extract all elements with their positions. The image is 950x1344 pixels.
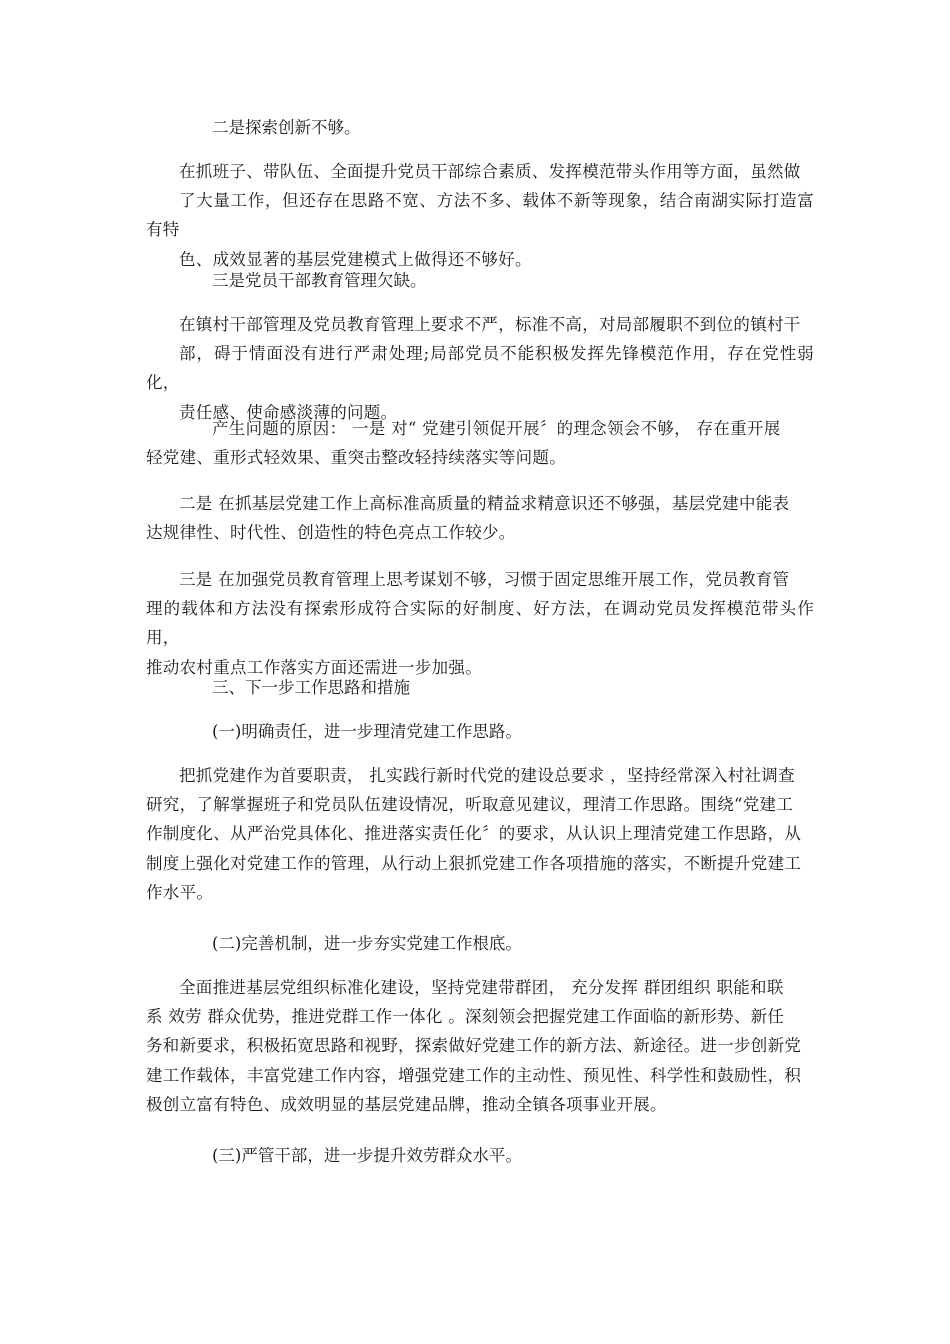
paragraph-innovation xyxy=(146,157,814,274)
text-line: 在抓班子、带队伍、全面提升党员干部综合素质、发挥模范带头作用等方面，虽然做 xyxy=(179,162,801,181)
paragraph-causes xyxy=(146,414,814,472)
paragraph-mechanism xyxy=(146,973,814,1119)
paragraph-responsibility xyxy=(146,761,814,907)
text-line: 作水平。 xyxy=(146,882,214,902)
text-line: 把抓党建作为首要职责， 扎实践行新时代党的建设总要求 ，坚持经常深入村社调查 xyxy=(179,766,795,785)
paragraph-cause-two xyxy=(146,489,814,547)
text-line: 研究，了解掌握班子和党员队伍建设情况，听取意见建议，理清工作思路。围绕“党建工 xyxy=(146,795,794,815)
text-line: 色、成效显著的基层党建模式上做得还不够好。 xyxy=(179,249,532,269)
text-line: 三是 在加强党员教育管理上思考谋划不够，习惯于固定思维开展工作，党员教育管 xyxy=(179,570,790,589)
subheading-mechanism: (二)完善机制，进一步夯实党建工作根底。 xyxy=(212,934,522,953)
text-line: 推动农村重点工作落实方面还需进一步加强。 xyxy=(146,657,482,677)
text-line: 达规律性、时代性、创造性的特色亮点工作较少。 xyxy=(146,523,516,543)
section-heading-next-steps: 三、下一步工作思路和措施 xyxy=(212,678,410,697)
subheading-responsibility: (一)明确责任，进一步理清党建工作思路。 xyxy=(212,722,522,741)
text-line: 建工作载体，丰富党建工作内容，增强党建工作的主动性、预见性、科学性和鼓励性，积 xyxy=(146,1065,802,1085)
text-line: 在镇村干部管理及党员教育管理上要求不严，标准不高，对局部履职不到位的镇村干 xyxy=(179,315,801,334)
text-line: 二是 在抓基层党建工作上高标准高质量的精益求精意识还不够强，基层党建中能表 xyxy=(179,494,790,513)
text-line: 全面推进基层党组织标准化建设，坚持党建带群团， 充分发挥 群团组织 职能和联 xyxy=(179,978,784,997)
text-line: 作制度化、从严治党具体化、推进落实责任化〞的要求，从认识上理清党建工作思路，从 xyxy=(146,824,802,844)
text-line: 制度上强化对党建工作的管理，从行动上狠抓党建工作各项措施的落实，不断提升党建工 xyxy=(146,853,802,873)
section-heading-education: 三是党员干部教育管理欠缺。 xyxy=(212,271,427,290)
text-line: 务和新要求，积极拓宽思路和视野，探索做好党建工作的新方法、新途径。进一步创新党 xyxy=(146,1036,802,1056)
text-line: 部，碍于情面没有进行严肃处理;局部党员不能积极发挥先锋模范作用，存在党性弱化， xyxy=(146,344,814,393)
paragraph-cause-three xyxy=(146,565,814,682)
text-line: 了大量工作，但还存在思路不宽、方法不多、载体不新等现象，结合南湖实际打造富有特 xyxy=(146,191,814,240)
text-line: 产生问题的原因： 一是 对“ 党建引领促开展〞的理念领会不够， 存在重开展 xyxy=(212,419,781,438)
text-line: 理的载体和方法没有探索形成符合实际的好制度、好方法，在调动党员发挥模范带头作用， xyxy=(146,599,814,648)
section-heading-innovation: 二是探索创新不够。 xyxy=(212,118,361,137)
text-line: 轻党建、重形式轻效果、重突击整改轻持续落实等问题。 xyxy=(146,448,566,468)
paragraph-education xyxy=(146,310,814,427)
text-line: 责任感、使命感淡薄的问题。 xyxy=(179,402,398,422)
subheading-cadres: (三)严管干部，进一步提升效劳群众水平。 xyxy=(212,1146,522,1165)
text-line: 极创立富有特色、成效明显的基层党建品牌，推动全镇各项事业开展。 xyxy=(146,1094,667,1114)
text-line: 系 效劳 群众优势，推进党群工作一体化 。深刻领会把握党建工作面临的新形势、新任 xyxy=(146,1007,785,1027)
